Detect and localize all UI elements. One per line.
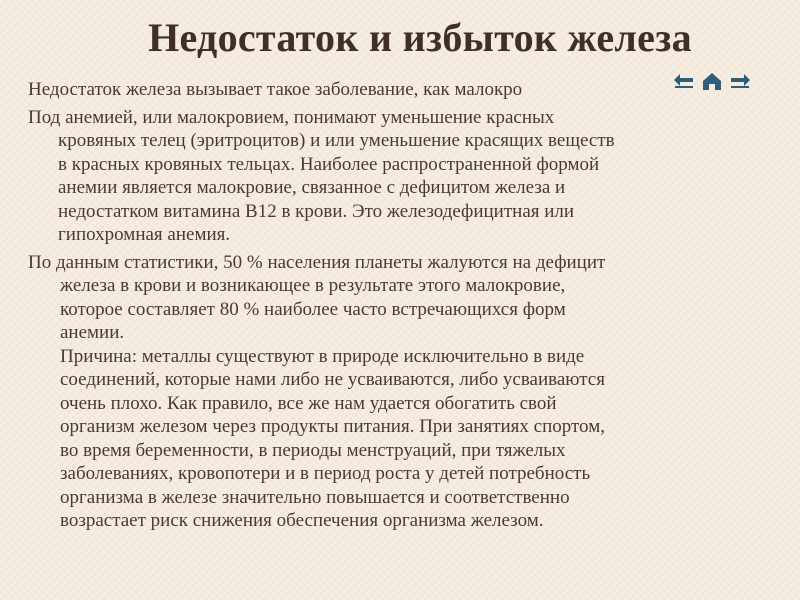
home-icon[interactable]	[700, 72, 724, 92]
back-arrow-icon[interactable]	[672, 72, 696, 92]
text-line: кровяных телец (эритроцитов) и или уменьшение красящих веществ	[58, 130, 615, 151]
slide-nav	[672, 72, 752, 92]
text-line: организма в железе значительно повышается и соответственно	[60, 486, 570, 508]
text-line: очень плохо. Как правило, все же нам удается обогатить свой	[60, 392, 557, 414]
text-line: анемии является малокровие, связанное с дефицитом железа и	[58, 177, 566, 198]
text-line: в красных кровяных тельцах. Наиболее распространенной формой	[58, 153, 600, 175]
text-line: анемии.	[60, 322, 125, 343]
slide-title: Недостаток и избыток железа	[148, 15, 692, 60]
paragraph-3	[28, 251, 790, 533]
text-line: По данным статистики, 50 % населения планеты жалуются на дефицит	[28, 251, 606, 273]
text-line: во время беременности, в периоды менструаций, при тяжелых	[60, 439, 566, 461]
slide-body	[28, 78, 790, 537]
text-line: Недостаток железа вызывает такое заболевание, как малокро	[28, 79, 523, 100]
text-line: соединений, которые нами либо не усваиваются, либо усваиваются	[60, 369, 605, 390]
forward-arrow-icon[interactable]	[728, 72, 752, 92]
paragraph-2	[28, 106, 790, 247]
text-line: недостатком витамина В12 в крови. Это железодефицитная или	[58, 200, 575, 222]
text-line: возрастает риск снижения обеспечения организма железом.	[60, 510, 544, 531]
text-line: организм железом через продукты питания. При занятиях спортом,	[60, 416, 605, 437]
text-line: гипохромная анемия.	[58, 224, 231, 245]
text-line: железа в крови и возникающее в результате этого малокровие,	[60, 275, 566, 296]
text-line: Причина: металлы существуют в природе исключительно в виде	[60, 345, 585, 367]
text-line: заболеваниях, кровопотери и в период роста у детей потребность	[60, 463, 591, 484]
text-line: Под анемией, или малокровием, понимают уменьшение красных	[28, 106, 555, 128]
text-line: которое составляет 80 % наиболее часто встречающихся форм	[60, 298, 566, 320]
